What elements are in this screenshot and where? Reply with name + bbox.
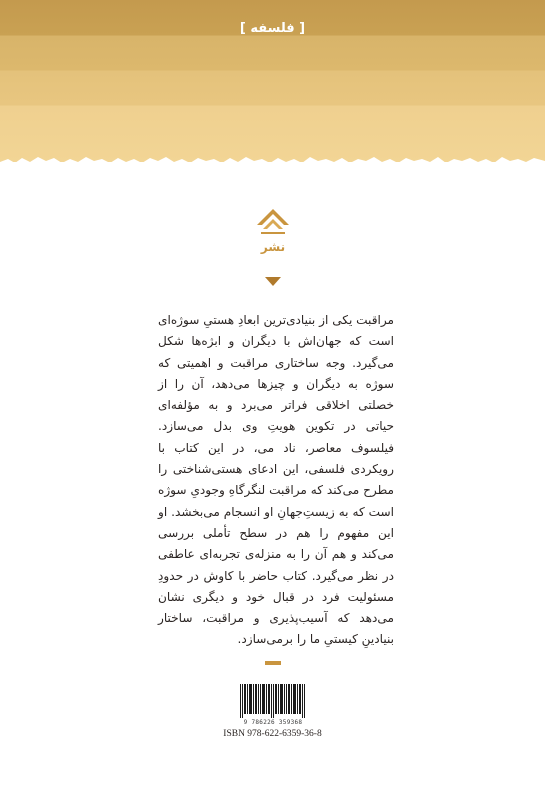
torn-paper-edge	[0, 150, 545, 170]
triangle-marker	[265, 277, 281, 286]
category-label: [ فلسفه ]	[239, 21, 306, 36]
back-cover-blurb	[158, 310, 394, 651]
blurb-paragraph: مراقبت یکی از بنیادی‌ترین ابعادِ هستیِ سوژه‌ای است که جهان‌اش با دیگران و ابژه‌ها شکل می‌گیرد. وجه ساختاری مراقبت و اهمیتی که سوژه به دیگران و چیزها می‌دهد، آن را از خصلتی اخلاقی فراتر می‌برد و به مؤلفه‌ای حیاتی در تکوین هویتِ وی بدل می‌سازد. فیلسوف معاصر، ناد می، در این کتاب با رویکردی فلسفی، این ادعای هستی‌شناختی را مطرح می‌کند که مراقبت لنگرگاهِ وجودیِ سوژه است که به زیستِ‌جهانِ او انسجام می‌بخشد. او این مفهوم را هم در سطح تأملی بررسی می‌کند و هم آن را به منزله‌ی تجربه‌ای عاطفی در نظر می‌گیرد. کتاب حاضر با کاوش در حدودِ مسئولیت فرد در قبال خود و دیگری نشان می‌دهد که آسیب‌پذیری و مراقبت، ساختار بنیادینِ کیستیِ ما را برمی‌سازد.	[158, 313, 394, 647]
publisher-logo-text: نشر	[260, 240, 286, 254]
barcode-icon	[240, 684, 306, 718]
dash-marker	[265, 661, 281, 665]
publisher-logo-icon	[253, 205, 293, 260]
barcode-digits: 9 786226 359368	[243, 719, 303, 726]
isbn-text: ISBN 978-622-6359-36-8	[223, 729, 322, 739]
